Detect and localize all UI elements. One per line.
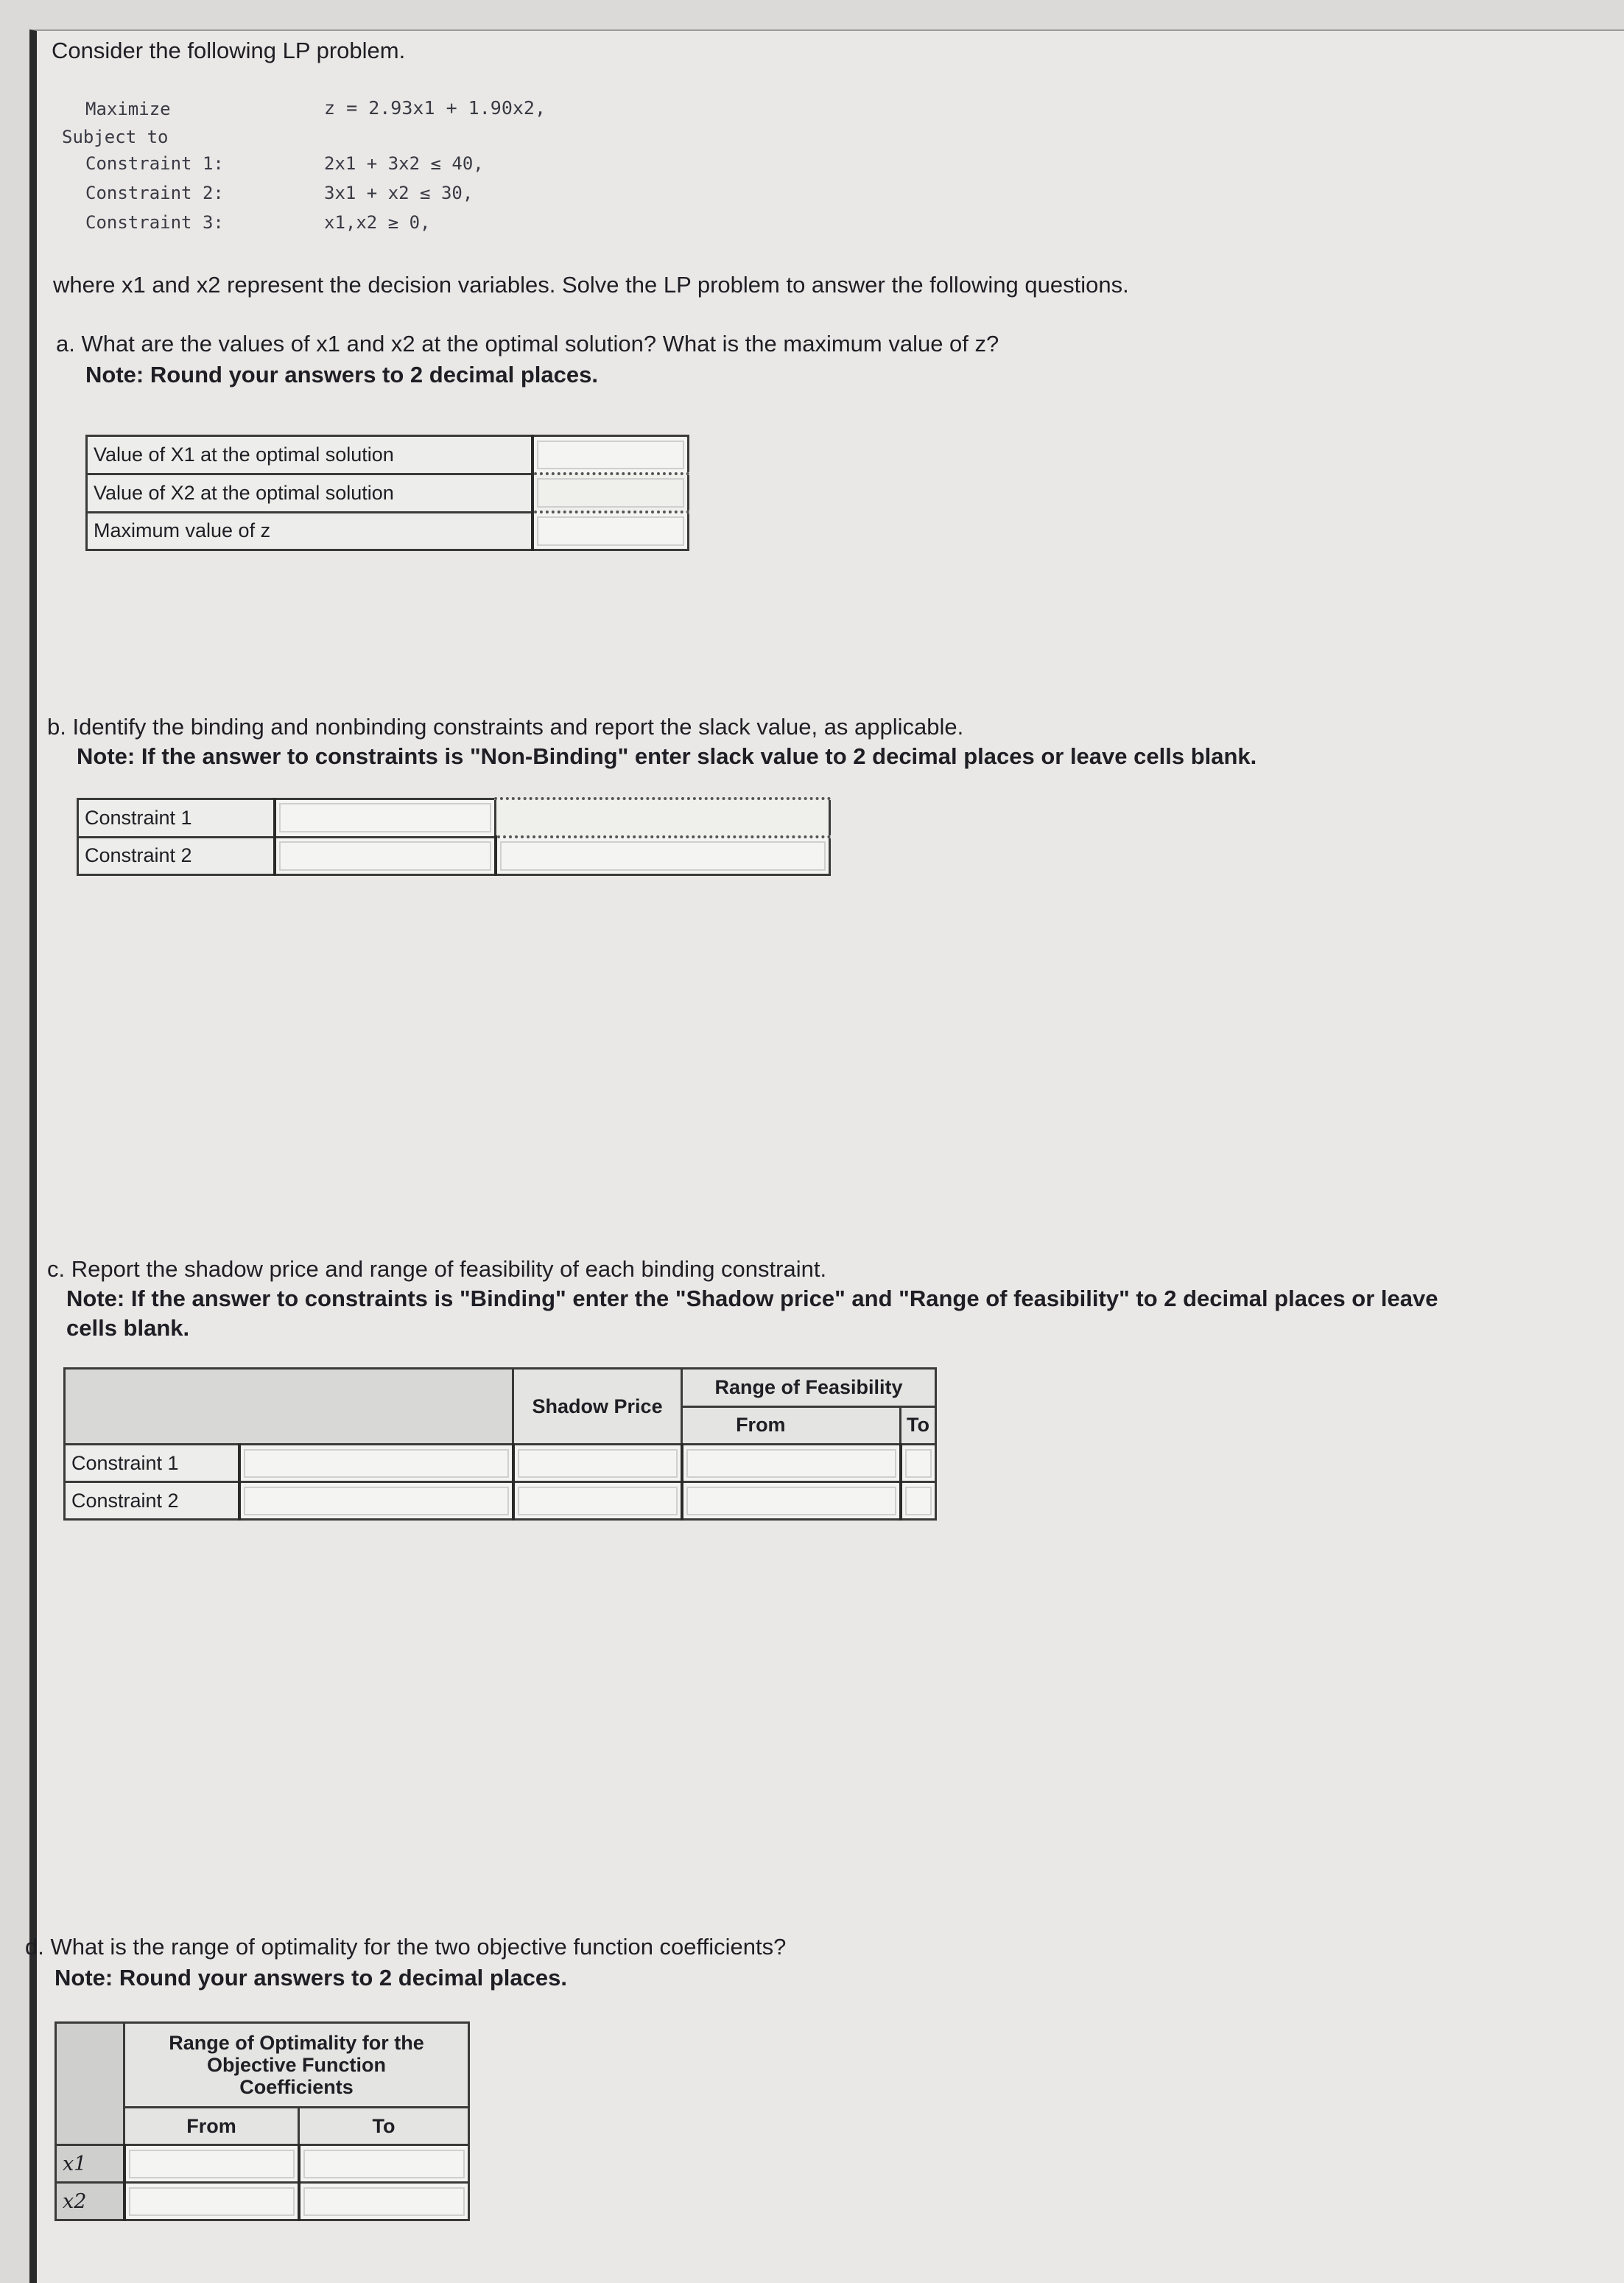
constraint-1-row-label: Constraint 1 (78, 799, 275, 837)
constraint-2-type-select[interactable] (239, 1482, 513, 1520)
x1-row-label: x1 (56, 2145, 124, 2183)
row-label-z: Maximum value of z (87, 512, 533, 550)
header-line-3: Coefficients (239, 2076, 354, 2098)
constraint-2-expr: 3x1 + x2 ≤ 30, (324, 183, 474, 203)
shadow-price-header: Shadow Price (513, 1369, 682, 1445)
table-row (65, 1445, 936, 1482)
intro-text: Consider the following LP problem. (52, 38, 406, 63)
header-line-2: Objective Function (206, 2054, 387, 2076)
table-row (87, 474, 689, 512)
constraint-1-row-label: Constraint 1 (65, 1445, 240, 1482)
constraint-2-range-from-input[interactable] (682, 1482, 901, 1520)
table-row (87, 512, 689, 550)
part-d-table (55, 2021, 470, 2221)
answer-z-input[interactable] (532, 512, 689, 550)
table-header-row (56, 2023, 469, 2108)
x2-range-from-input[interactable] (124, 2183, 299, 2220)
part-b-note: Note: If the answer to constraints is "Non-Binding" enter slack value to 2 decimal places or leave cells blank. (77, 743, 1257, 769)
from-header: From (682, 1406, 901, 1445)
answer-x2-input[interactable] (532, 474, 689, 512)
row-label-x2: Value of X2 at the optimal solution (87, 474, 533, 512)
constraint-1-type-select[interactable] (239, 1445, 513, 1482)
part-d-question: d. What is the range of optimality for the two objective function coefficients? (25, 1934, 787, 1960)
row-label-x1: Value of X1 at the optimal solution (87, 436, 533, 474)
table-header-row (65, 1369, 936, 1407)
x1-range-to-input[interactable] (299, 2145, 469, 2183)
constraint-2-binding-select[interactable] (275, 837, 496, 875)
table-row (78, 837, 830, 875)
table-row (56, 2183, 469, 2220)
from-header: From (124, 2108, 299, 2145)
maximize-label: Maximize (85, 99, 171, 119)
range-of-feasibility-header: Range of Feasibility (682, 1369, 936, 1407)
constraint-1-range-from-input[interactable] (682, 1445, 901, 1482)
part-b-question: b. Identify the binding and nonbinding constraints and report the slack value, as applicable. (47, 714, 964, 740)
header-blank-cell (65, 1369, 513, 1445)
page (25, 29, 1624, 2283)
header-blank-cell (56, 2023, 124, 2145)
table-row (56, 2145, 469, 2183)
constraint-3-label: Constraint 3: (85, 212, 224, 233)
range-of-optimality-header (124, 2023, 469, 2108)
constraint-1-slack-input[interactable] (496, 799, 830, 837)
constraint-1-label: Constraint 1: (85, 153, 224, 174)
part-a-note: Note: Round your answers to 2 decimal places. (85, 362, 598, 387)
constraint-2-row-label: Constraint 2 (65, 1482, 240, 1520)
objective-function: z = 2.93x1 + 1.90x2, (324, 97, 546, 119)
constraint-2-row-label: Constraint 2 (78, 837, 275, 875)
to-header: To (299, 2108, 469, 2145)
where-text: where x1 and x2 represent the decision variables. Solve the LP problem to answer the following questions. (53, 272, 1129, 298)
x1-range-from-input[interactable] (124, 2145, 299, 2183)
part-c-table (63, 1367, 937, 1521)
to-header: To (901, 1406, 936, 1445)
constraint-1-binding-select[interactable] (275, 799, 496, 837)
part-c-note-line1: Note: If the answer to constraints is "Binding" enter the "Shadow price" and "Range of feasibility" to 2 decimal places or leave (66, 1286, 1438, 1311)
x2-row-label: x2 (56, 2183, 124, 2220)
part-a-table (85, 435, 689, 551)
x2-range-to-input[interactable] (299, 2183, 469, 2220)
constraint-2-range-to-input[interactable] (901, 1482, 936, 1520)
answer-x1-input[interactable] (532, 436, 689, 474)
constraint-3-expr: x1,x2 ≥ 0, (324, 212, 431, 233)
table-row (78, 799, 830, 837)
table-row (65, 1482, 936, 1520)
table-row (87, 436, 689, 474)
constraint-1-expr: 2x1 + 3x2 ≤ 40, (324, 153, 484, 174)
constraint-2-shadow-price-input[interactable] (513, 1482, 682, 1520)
constraint-2-slack-input[interactable] (496, 837, 830, 875)
part-c-note-line2: cells blank. (66, 1315, 190, 1341)
part-a-question: a. What are the values of x1 and x2 at the optimal solution? What is the maximum value of z? (56, 331, 999, 357)
subject-to-label: Subject to (62, 127, 169, 147)
constraint-1-range-to-input[interactable] (901, 1445, 936, 1482)
constraint-1-shadow-price-input[interactable] (513, 1445, 682, 1482)
part-d-note: Note: Round your answers to 2 decimal places. (55, 1965, 567, 1991)
part-c-question: c. Report the shadow price and range of feasibility of each binding constraint. (47, 1256, 827, 1282)
part-b-table (77, 797, 831, 876)
constraint-2-label: Constraint 2: (85, 183, 224, 203)
header-line-1: Range of Optimality for the (169, 2032, 424, 2054)
